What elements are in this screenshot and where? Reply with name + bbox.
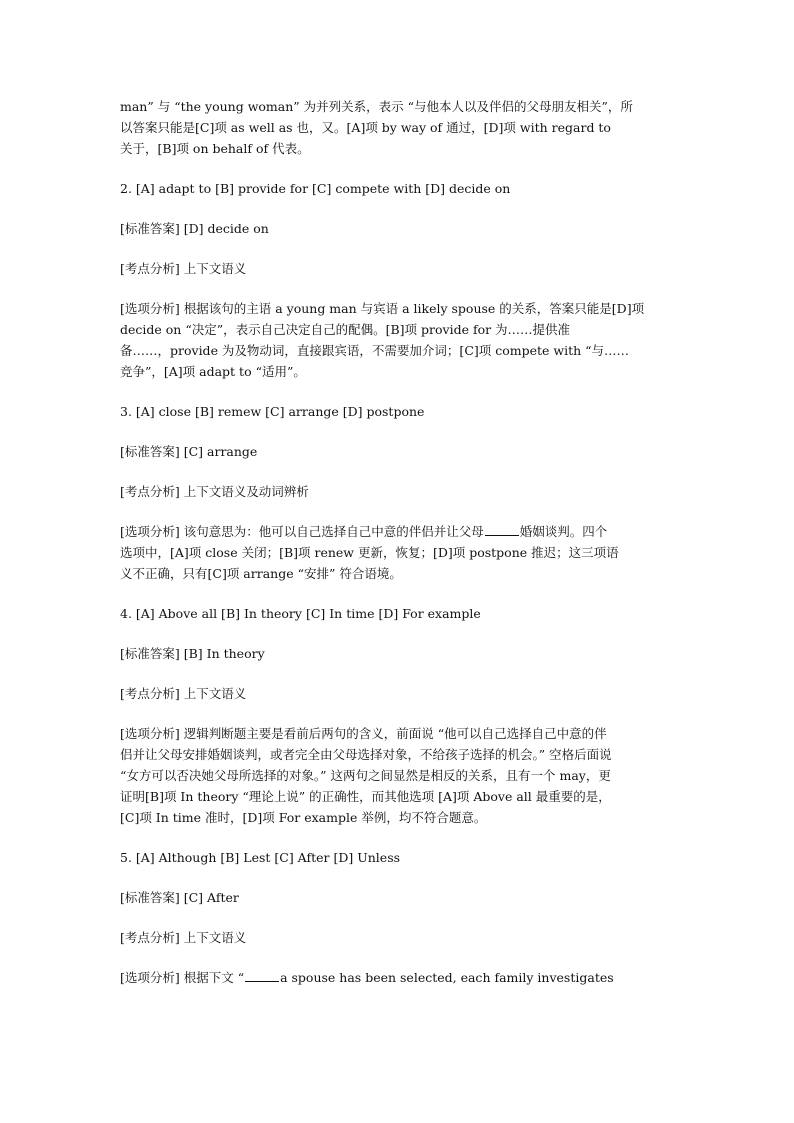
- q2-analysis-line-4: 竞争”，[A]项 adapt to “适用”。: [120, 364, 306, 379]
- q5-answer: [标准答案] [C] After: [120, 890, 239, 905]
- q4-analysis-line-5: [C]项 In time 准时，[D]项 For example 举例，均不符合题意。: [120, 810, 487, 825]
- blank-underline: [485, 534, 519, 536]
- q3-analysis-line-2: 选项中，[A]项 close 关闭；[B]项 renew 更新，恢复；[D]项 postpone 推迟；这三项语: [120, 545, 619, 560]
- q4-options: 4. [A] Above all [B] In theory [C] In time [D] For example: [120, 606, 481, 621]
- intro-line-2: 以答案只能是[C]项 as well as 也，又。[A]项 by way of 通过，[D]项 with regard to: [120, 120, 611, 135]
- q4-analysis-line-3: “女方可以否决她父母所选择的对象。” 这两句之间显然是相反的关系，且有一个 may，更: [120, 768, 611, 783]
- q4-analysis-line-2: 侣并让父母安排婚姻谈判，或者完全由父母选择对象，不给孩子选择的机会。” 空格后面说: [120, 747, 612, 762]
- q5-analysis-line-1: [120, 967, 676, 988]
- q4-answer: [标准答案] [B] In theory: [120, 646, 265, 661]
- q3-point: [考点分析] 上下文语义及动词辨析: [120, 484, 309, 499]
- q2-analysis-line-2: decide on “决定”，表示自己决定自己的配偶。[B]项 provide for 为……提供准: [120, 322, 571, 337]
- q3-analysis-line-3: 义不正确，只有[C]项 arrange “安排” 符合语境。: [120, 566, 402, 581]
- q5-point: [考点分析] 上下文语义: [120, 930, 247, 945]
- q3-analysis-line-1: [120, 521, 676, 542]
- q3-options: 3. [A] close [B] remew [C] arrange [D] postpone: [120, 404, 425, 419]
- q4-point: [考点分析] 上下文语义: [120, 686, 247, 701]
- intro-line-1: man” 与 “the young woman” 为并列关系，表示 “与他本人以及伴侣的父母朋友相关”，所: [120, 99, 633, 114]
- q5-analysis-line-1-end: a spouse has been selected, each family investigates: [280, 970, 614, 985]
- q3-answer: [标准答案] [C] arrange: [120, 444, 258, 459]
- q3-analysis-line-1-start: [选项分析] 该句意思为：他可以自己选择自己中意的伴侣并让父母: [120, 524, 484, 539]
- q4-analysis-line-1: [选项分析] 逻辑判断题主要是看前后两句的含义，前面说 “他可以自己选择自己中意的伴: [120, 726, 607, 741]
- q4-analysis-line-4: 证明[B]项 In theory “理论上说” 的正确性，而其他选项 [A]项 Above all 最重要的是，: [120, 789, 611, 804]
- q2-point: [考点分析] 上下文语义: [120, 261, 247, 276]
- q2-analysis-line-1: [选项分析] 根据该句的主语 a young man 与宾语 a likely spouse 的关系，答案只能是[D]项: [120, 301, 645, 316]
- blank-underline: [245, 980, 279, 982]
- q2-answer: [标准答案] [D] decide on: [120, 221, 269, 236]
- q5-analysis-line-1-start: [选项分析] 根据下文 “: [120, 970, 245, 985]
- q2-options: 2. [A] adapt to [B] provide for [C] compete with [D] decide on: [120, 181, 511, 196]
- q2-analysis-line-3: 备……，provide 为及物动词，直接跟宾语，不需要加介词；[C]项 compete with “与……: [120, 343, 630, 358]
- q3-analysis-line-1-end: 婚姻谈判。四个: [519, 524, 608, 539]
- document-content: [120, 96, 676, 988]
- q5-options: 5. [A] Although [B] Lest [C] After [D] Unless: [120, 850, 401, 865]
- intro-line-3: 关于，[B]项 on behalf of 代表。: [120, 141, 310, 156]
